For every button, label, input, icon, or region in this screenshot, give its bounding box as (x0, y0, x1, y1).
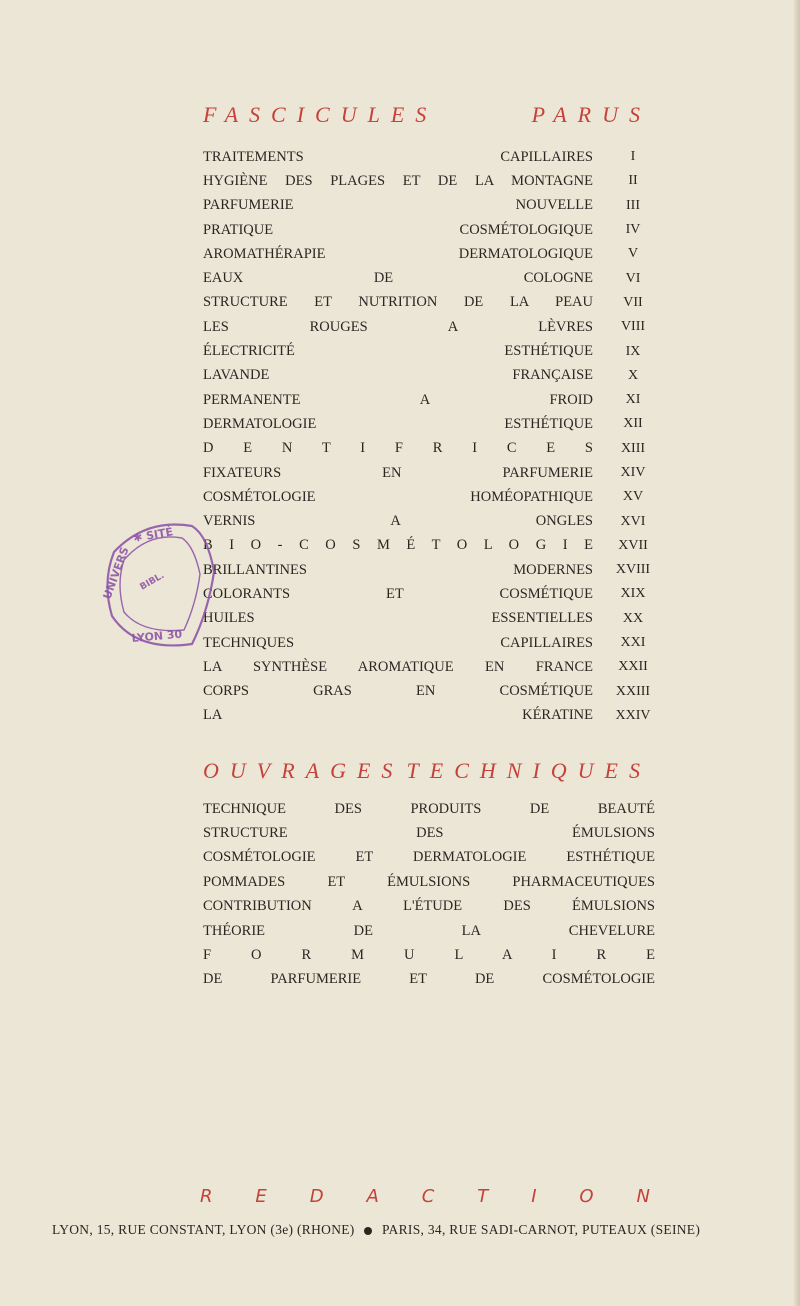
ouvrage-item (203, 870, 655, 894)
fascicule-title: AROMATHÉRAPIE DERMATOLOGIQUE (203, 245, 593, 262)
fascicule-number: XXI (620, 635, 646, 651)
footer-addresses (52, 1222, 792, 1238)
fascicule-item (203, 680, 655, 704)
fascicule-title: TECHNIQUES CAPILLAIRES (203, 634, 593, 651)
fascicule-item (203, 509, 655, 533)
fascicule-number: XIV (620, 465, 646, 480)
fascicule-item (203, 655, 655, 679)
ouvrage-item (203, 846, 655, 870)
fascicule-number: XIX (620, 586, 646, 602)
fascicule-number: XXII (618, 659, 648, 675)
fascicule-number: VIII (620, 319, 646, 335)
library-stamp (96, 512, 224, 652)
ouvrage-title: TECHNIQUE DES PRODUITS DE BEAUTÉ (203, 800, 655, 817)
fascicule-number: XI (625, 392, 641, 408)
ouvrage-title: COSMÉTOLOGIE ET DERMATOLOGIE ESTHÉTIQUE (203, 849, 655, 866)
fascicules-heading (203, 102, 651, 128)
fascicule-title: BRILLANTINES MODERNES (203, 561, 593, 578)
fascicule-item (203, 169, 655, 193)
svg-text:UNIVERS: UNIVERS (100, 545, 132, 602)
ouvrages-heading-left: OUVRAGES (203, 758, 404, 783)
fascicule-title: DERMATOLOGIE ESTHÉTIQUE (203, 415, 593, 432)
fascicule-title: EAUX DE COLOGNE (203, 270, 593, 287)
fascicule-number: XVII (618, 537, 648, 553)
fascicule-item (203, 704, 655, 728)
fascicules-list (203, 145, 655, 728)
fascicule-title: HUILES ESSENTIELLES (203, 610, 593, 627)
svg-text:BIBL.: BIBL. (138, 570, 167, 593)
footer-lyon-address: LYON, 15, RUE CONSTANT, LYON (3e) (RHONE) (52, 1222, 355, 1237)
fascicule-number: XXIV (615, 707, 651, 723)
fascicule-title: TRAITEMENTS CAPILLAIRES (203, 148, 593, 165)
redaction-heading (200, 1186, 650, 1207)
svg-text:✱ SITÉ: ✱ SITÉ (132, 525, 175, 545)
fascicule-number: XIII (620, 440, 646, 456)
fascicule-title: PERMANENTE A FROID (203, 391, 593, 408)
ouvrage-title: DE PARFUMERIE ET DE COSMÉTOLOGIE (203, 971, 655, 988)
ouvrage-item (203, 968, 655, 992)
fascicule-number: II (628, 173, 638, 189)
ouvrage-title: CONTRIBUTION A L'ÉTUDE DES ÉMULSIONS (203, 898, 655, 915)
fascicule-title: FIXATEURS EN PARFUMERIE (203, 464, 593, 481)
fascicule-title: STRUCTURE ET NUTRITION DE LA PEAU (203, 294, 593, 311)
fascicule-item (203, 194, 655, 218)
ouvrages-heading-right: TECHNIQUES (406, 758, 651, 783)
fascicule-item (203, 631, 655, 655)
fascicule-item (203, 339, 655, 363)
fascicule-title: D E N T I F R I C E S (203, 440, 593, 457)
ouvrage-item (203, 895, 655, 919)
fascicule-title: PARFUMERIE NOUVELLE (203, 197, 593, 214)
ouvrage-title: POMMADES ET ÉMULSIONS PHARMACEUTIQUES (203, 873, 655, 890)
fascicule-item (203, 266, 655, 290)
fascicule-title: COLORANTS ET COSMÉTIQUE (203, 585, 593, 602)
ouvrage-title: STRUCTURE DES ÉMULSIONS (203, 825, 655, 842)
fascicule-number: XXIII (615, 683, 651, 699)
fascicules-heading-left: FASCICULES (203, 102, 438, 127)
fascicule-item (203, 437, 655, 461)
ouvrage-item (203, 943, 655, 967)
fascicules-heading-right: PARUS (531, 102, 651, 127)
fascicule-item (203, 388, 655, 412)
fascicule-title: HYGIÈNE DES PLAGES ET DE LA MONTAGNE (203, 172, 593, 189)
fascicule-item (203, 412, 655, 436)
ouvrage-title: F O R M U L A I R E (203, 947, 655, 964)
fascicule-title: LAVANDE FRANÇAISE (203, 367, 593, 384)
fascicule-number: XX (622, 610, 644, 626)
fascicule-item (203, 218, 655, 242)
fascicule-title: VERNIS A ONGLES (203, 513, 593, 530)
fascicule-title: PRATIQUE COSMÉTOLOGIQUE (203, 221, 593, 238)
fascicule-item (203, 534, 655, 558)
svg-text:LYON 30: LYON 30 (131, 627, 183, 645)
ouvrages-list (203, 797, 655, 992)
fascicule-number: XV (622, 489, 644, 505)
fascicule-title: COSMÉTOLOGIE HOMÉOPATHIQUE (203, 488, 593, 505)
fascicule-number: I (630, 149, 636, 165)
fascicule-number: IV (625, 222, 641, 238)
page-edge (794, 0, 800, 1306)
bullet-icon (364, 1227, 372, 1235)
fascicule-item (203, 582, 655, 606)
ouvrage-item (203, 821, 655, 845)
fascicule-number: XVI (620, 513, 646, 529)
fascicule-title: CORPS GRAS EN COSMÉTIQUE (203, 683, 593, 700)
ouvrage-item (203, 919, 655, 943)
fascicule-item (203, 558, 655, 582)
footer-paris-address: PARIS, 34, RUE SADI-CARNOT, PUTEAUX (SEINE) (381, 1222, 701, 1237)
fascicule-item (203, 242, 655, 266)
ouvrage-title: THÉORIE DE LA CHEVELURE (203, 922, 655, 939)
fascicule-item (203, 291, 655, 315)
fascicule-title: LES ROUGES A LÈVRES (203, 318, 593, 335)
fascicule-title: ÉLECTRICITÉ ESTHÉTIQUE (203, 343, 593, 360)
fascicule-title: LA SYNTHÈSE AROMATIQUE EN FRANCE (203, 658, 593, 675)
fascicule-number: VII (623, 294, 643, 310)
fascicule-item (203, 315, 655, 339)
ouvrage-item (203, 797, 655, 821)
fascicule-number: X (627, 367, 639, 383)
fascicule-title: B I O - C O S M É T O L O G I E (203, 537, 593, 554)
ouvrages-heading (203, 758, 651, 784)
redaction-text: R E D A C T I O N (200, 1186, 650, 1207)
fascicule-number: IX (625, 343, 641, 359)
fascicule-item (203, 607, 655, 631)
fascicule-title: LA KÉRATINE (203, 707, 593, 724)
fascicule-number: VI (625, 270, 641, 286)
fascicule-number: XVIII (615, 562, 651, 578)
fascicule-item (203, 485, 655, 509)
fascicule-number: V (627, 246, 639, 262)
fascicule-item (203, 145, 655, 169)
fascicule-item (203, 364, 655, 388)
fascicule-number: XII (623, 416, 643, 432)
fascicule-item (203, 461, 655, 485)
fascicule-number: III (626, 197, 640, 213)
